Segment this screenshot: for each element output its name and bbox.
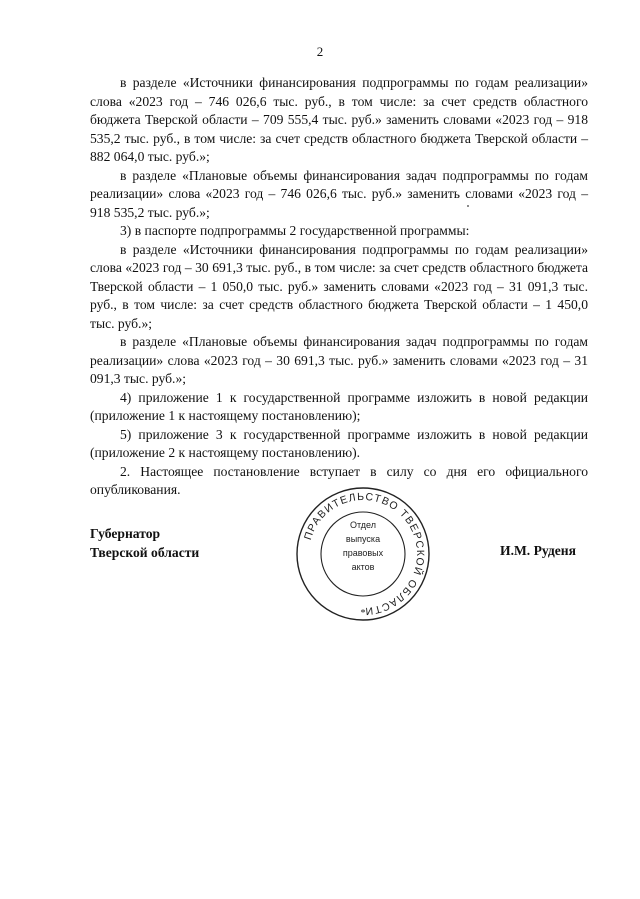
stray-mark [467, 205, 469, 207]
signatory-name: И.М. Руденя [500, 543, 576, 558]
signatory-title [90, 524, 199, 562]
paragraph: 2. Настоящее постановление вступает в силу со дня его официального опубликования. [90, 463, 588, 497]
signatory-title-line: Губернатор [90, 526, 161, 541]
seal-center-line: Отдел [349, 520, 377, 530]
official-seal [292, 486, 434, 622]
seal-star: * [360, 608, 366, 619]
paragraph: 5) приложение 3 к государственной программе изложить в новой редакции (приложение 2 к настоящему постановлению). [90, 426, 588, 460]
paragraph: в разделе «Источники финансирования подпрограммы по годам реализации» слова «2023 год – 30 691,3 тыс. руб., в том числе: за счет средств областного бюджета Тверской области – 1 050,0 тыс. руб.» заменить словами «2023 год – 31 091,3 тыс. руб., в том числе: за счет средств областного бюджета Тверской области – 1 450,0 тыс. руб.»; [90, 241, 588, 331]
paragraph: в разделе «Источники финансирования подпрограммы по годам реализации» слова «2023 год – 746 026,6 тыс. руб., в том числе: за счет средств областного бюджета Тверской области – 709 555,4 тыс. руб.» заменить словами «2023 год – 918 535,2 тыс. руб., в том числе: за счет средств областного бюджета Тверской области – 882 064,0 тыс. руб.»; [90, 75, 588, 164]
document-body [90, 74, 588, 500]
paragraph: в разделе «Плановые объемы финансирования задач подпрограммы по годам реализации» слова «2023 год – 746 026,6 тыс. руб.» заменить словами «2023 год – 918 535,2 тыс. руб.»; [90, 167, 588, 220]
seal-ring-text: ПРАВИТЕЛЬСТВО ТВЕРСКОЙ ОБЛАСТИ [302, 490, 427, 618]
paragraph: 3) в паспорте подпрограммы 2 государственной программы: [120, 223, 470, 238]
seal-center-line: выпуска [345, 534, 381, 544]
seal-center-line: правовых [342, 548, 384, 558]
page-number: 2 [316, 44, 324, 59]
paragraph: 4) приложение 1 к государственной программе изложить в новой редакции (приложение 1 к настоящему постановлению); [90, 389, 588, 423]
seal-center-line: актов [351, 562, 375, 572]
paragraph: в разделе «Плановые объемы финансирования задач подпрограммы по годам реализации» слова «2023 год – 30 691,3 тыс. руб.» заменить словами «2023 год – 31 091,3 тыс. руб.»; [90, 334, 588, 386]
signatory-title-line: Тверской области [90, 545, 200, 560]
